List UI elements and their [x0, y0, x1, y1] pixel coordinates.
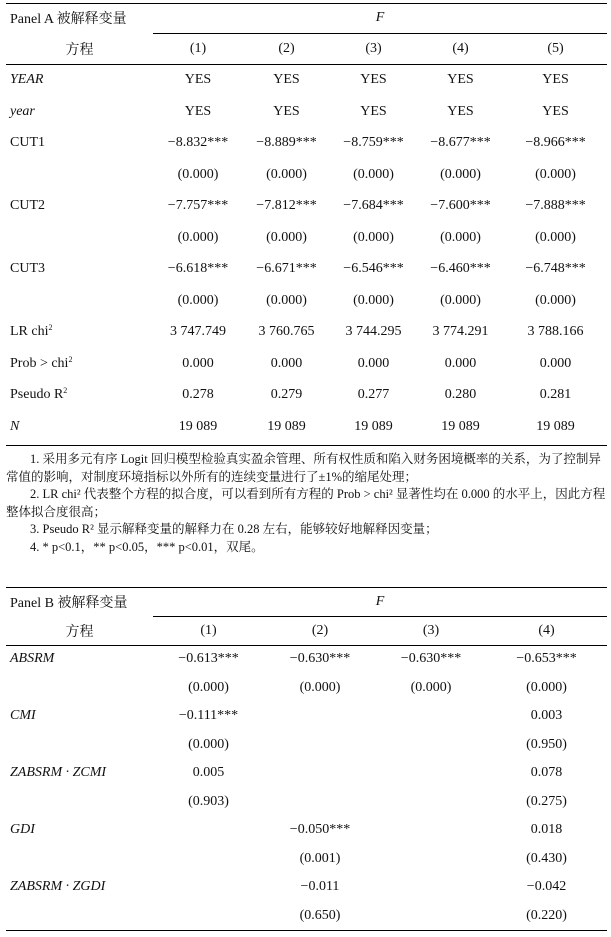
- panel-b-column-header-row: [6, 616, 607, 645]
- cell: [264, 788, 376, 817]
- table-row: [6, 159, 607, 191]
- cell: 19 089: [536, 418, 575, 434]
- row-label-text: Prob > chi: [10, 355, 69, 371]
- cell: 0.000: [357, 355, 390, 371]
- column-header: (1): [200, 622, 217, 638]
- cell: 0.078: [530, 765, 563, 781]
- cell: (0.000): [266, 292, 307, 308]
- column-header: (4): [452, 40, 469, 56]
- cell: (0.000): [177, 229, 219, 245]
- cell: [264, 731, 376, 760]
- panel-b-bottom-rule: [6, 930, 607, 931]
- panel-a-dep-var: F: [375, 10, 385, 25]
- table-row: [6, 645, 607, 674]
- cell: 0.279: [270, 387, 303, 403]
- column-header: (4): [538, 622, 555, 638]
- cell: [153, 845, 264, 874]
- cell: −0.050***: [289, 822, 351, 838]
- panel-b-dep-var: F: [375, 593, 385, 609]
- panel-a-table: [6, 3, 607, 443]
- row-label: CUT1: [10, 135, 45, 151]
- table-row: [6, 902, 607, 931]
- cell: [376, 731, 486, 760]
- row-label: [6, 788, 153, 817]
- panel-a-title: Panel A 被解释变量: [10, 12, 127, 27]
- panel-b-table: [6, 587, 607, 930]
- cell: (0.903): [188, 793, 229, 809]
- cell: 0.281: [539, 387, 572, 403]
- superscript-2: 2: [63, 386, 68, 396]
- cell: −8.966***: [525, 135, 586, 151]
- table-row: [6, 96, 607, 128]
- cell: −6.546***: [343, 261, 404, 277]
- cell: (0.000): [177, 292, 219, 308]
- cell: −0.613***: [178, 651, 239, 667]
- row-label: year: [10, 103, 35, 119]
- table-row: [6, 191, 607, 223]
- cell: −0.630***: [400, 651, 462, 667]
- row-label: [6, 222, 153, 254]
- row-label: [6, 731, 153, 760]
- row-label: [6, 159, 153, 191]
- cell: 0.003: [530, 708, 563, 724]
- cell: [264, 759, 376, 788]
- cell: 19 089: [178, 418, 218, 434]
- row-label-text: Pseudo R: [10, 387, 64, 403]
- row-label: N: [10, 418, 20, 434]
- panel-a-column-header-row: [6, 33, 607, 65]
- cell: 3 747.749: [170, 324, 226, 340]
- cell: −7.812***: [256, 198, 317, 214]
- table-row: [6, 222, 607, 254]
- cell: −0.653***: [516, 651, 577, 667]
- panel-b-title: Panel B 被解释变量: [10, 595, 128, 611]
- cell: (0.000): [266, 166, 307, 182]
- row-label: [6, 902, 153, 931]
- cell: YES: [273, 72, 300, 88]
- cell: (0.000): [535, 292, 576, 308]
- cell: 0.000: [182, 355, 214, 371]
- row-label: CMI: [10, 708, 36, 724]
- cell: 3 774.291: [432, 324, 489, 340]
- cell: −7.888***: [525, 198, 586, 214]
- cell: −0.011: [300, 879, 340, 895]
- cell: [376, 902, 486, 931]
- column-header: (3): [422, 622, 440, 638]
- cell: −6.618***: [167, 261, 229, 277]
- cell: −0.630***: [289, 651, 351, 667]
- cell: YES: [360, 72, 387, 88]
- table-row: [6, 873, 607, 902]
- cell: 0.277: [357, 387, 390, 403]
- cell: (0.000): [353, 292, 394, 308]
- cell: 0.000: [539, 355, 572, 371]
- cell: [376, 816, 486, 845]
- cell: YES: [542, 72, 569, 88]
- cell: [376, 873, 486, 902]
- cell: 19 089: [441, 418, 480, 434]
- cell: 0.018: [530, 822, 563, 838]
- note: 3. Pseudo R² 显示解释变量的解释力在 0.28 左右，能够较好地解释因变量；: [30, 522, 438, 536]
- cell: YES: [184, 72, 212, 88]
- cell: (0.000): [177, 166, 219, 182]
- table-row: [6, 788, 607, 817]
- cell: −0.042: [526, 879, 567, 895]
- cell: (0.001): [299, 850, 341, 866]
- note: 2. LR chi² 代表整个方程的拟合度，可以看到所有方程的 Prob > chi² 显著性均在 0.000 的水平上，因此方程整体拟合度很高；: [6, 487, 606, 519]
- cell: 3 760.765: [258, 324, 315, 340]
- cell: (0.000): [188, 736, 229, 752]
- table-row: [6, 128, 607, 160]
- cell: −7.684***: [343, 198, 404, 214]
- column-header: (2): [311, 622, 329, 638]
- table-row: [6, 380, 607, 412]
- cell: YES: [447, 72, 474, 88]
- row-label-lr-chi2: [6, 317, 153, 349]
- panel-b-equation-label: 方程: [65, 624, 94, 640]
- cell: 0.005: [192, 765, 225, 781]
- row-label: CUT2: [10, 198, 45, 214]
- cell: −6.748***: [525, 261, 586, 277]
- cell: −8.759***: [343, 135, 404, 151]
- cell: YES: [542, 103, 569, 119]
- note: 1. 采用多元有序 Logit 回归模型检验真实盈余管理、所有权性质和陷入财务困境概率的关系，为了控制异常值的影响，对制度环境指标以外所有的连续变量进行了±1%的缩尾处理；: [6, 452, 601, 484]
- panel-a-title-row: [6, 3, 607, 33]
- table-row: [6, 348, 607, 380]
- cell: (0.000): [440, 166, 481, 182]
- cell: [153, 816, 264, 845]
- cell: (0.000): [410, 679, 452, 695]
- cell: −8.889***: [256, 135, 317, 151]
- table-row: [6, 674, 607, 703]
- cell: 0.000: [444, 355, 477, 371]
- cell: (0.000): [535, 166, 576, 182]
- row-label-prob-chi2: [6, 348, 153, 380]
- cell: [153, 873, 264, 902]
- table-row: [6, 702, 607, 731]
- row-label: [6, 845, 153, 874]
- table-row: [6, 254, 607, 286]
- cell: [376, 788, 486, 817]
- cell: 3 788.166: [527, 324, 584, 340]
- cell: 3 744.295: [345, 324, 402, 340]
- row-label: [6, 674, 153, 703]
- panel-a-notes: [6, 451, 607, 556]
- cell: (0.000): [440, 292, 481, 308]
- cell: (0.000): [266, 229, 307, 245]
- cell: (0.000): [299, 679, 341, 695]
- column-header: (2): [278, 40, 295, 56]
- cell: 0.000: [270, 355, 303, 371]
- cell: −7.600***: [430, 198, 491, 214]
- cell: (0.000): [440, 229, 481, 245]
- cell: (0.650): [299, 907, 341, 923]
- table-row: [6, 816, 607, 845]
- row-label: ABSRM: [10, 651, 55, 667]
- cell: [153, 902, 264, 931]
- cell: −7.757***: [167, 198, 229, 214]
- cell: 0.280: [444, 387, 477, 403]
- row-label: ZABSRM · ZCMI: [10, 765, 107, 781]
- table-row: [6, 759, 607, 788]
- column-header: (3): [365, 40, 382, 56]
- table-row: [6, 731, 607, 760]
- cell: (0.000): [188, 679, 229, 695]
- note: 4. * p<0.1，** p<0.05，*** p<0.01，双尾。: [30, 539, 264, 554]
- row-label-pseudo-r2: [6, 380, 153, 412]
- row-label-text: LR chi: [10, 324, 49, 340]
- row-label: YEAR: [10, 72, 44, 88]
- cell: [376, 702, 486, 731]
- cell: (0.275): [526, 793, 567, 809]
- table-row: [6, 285, 607, 317]
- cell: (0.430): [526, 850, 567, 866]
- cell: YES: [273, 103, 300, 119]
- cell: [376, 845, 486, 874]
- row-label: [6, 285, 153, 317]
- cell: YES: [447, 103, 474, 119]
- table-row: [6, 411, 607, 443]
- cell: −8.832***: [167, 135, 229, 151]
- cell: (0.000): [353, 229, 394, 245]
- cell: −6.460***: [430, 261, 491, 277]
- cell: [264, 702, 376, 731]
- cell: 19 089: [267, 418, 306, 434]
- cell: −0.111***: [178, 708, 239, 724]
- cell: (0.220): [526, 907, 567, 923]
- column-header: (1): [189, 40, 207, 56]
- table-row: [6, 65, 607, 97]
- cell: (0.950): [526, 736, 567, 752]
- panel-b-title-row: [6, 587, 607, 616]
- panel-a-equation-label: 方程: [65, 42, 94, 58]
- superscript-2: 2: [68, 354, 73, 364]
- column-header: (5): [547, 40, 564, 56]
- panel-a-bottom-rule: [6, 445, 607, 446]
- cell: 19 089: [354, 418, 393, 434]
- cell: (0.000): [526, 679, 567, 695]
- cell: YES: [184, 103, 212, 119]
- table-row: [6, 317, 607, 349]
- cell: (0.000): [535, 229, 576, 245]
- cell: YES: [360, 103, 387, 119]
- row-label: GDI: [10, 822, 35, 838]
- cell: 0.278: [182, 387, 214, 403]
- superscript-2: 2: [48, 323, 53, 333]
- row-label: ZABSRM · ZGDI: [10, 879, 106, 895]
- table-row: [6, 845, 607, 874]
- row-label: CUT3: [10, 261, 45, 277]
- cell: −6.671***: [256, 261, 317, 277]
- cell: −8.677***: [430, 135, 491, 151]
- cell: (0.000): [353, 166, 394, 182]
- cell: [376, 759, 486, 788]
